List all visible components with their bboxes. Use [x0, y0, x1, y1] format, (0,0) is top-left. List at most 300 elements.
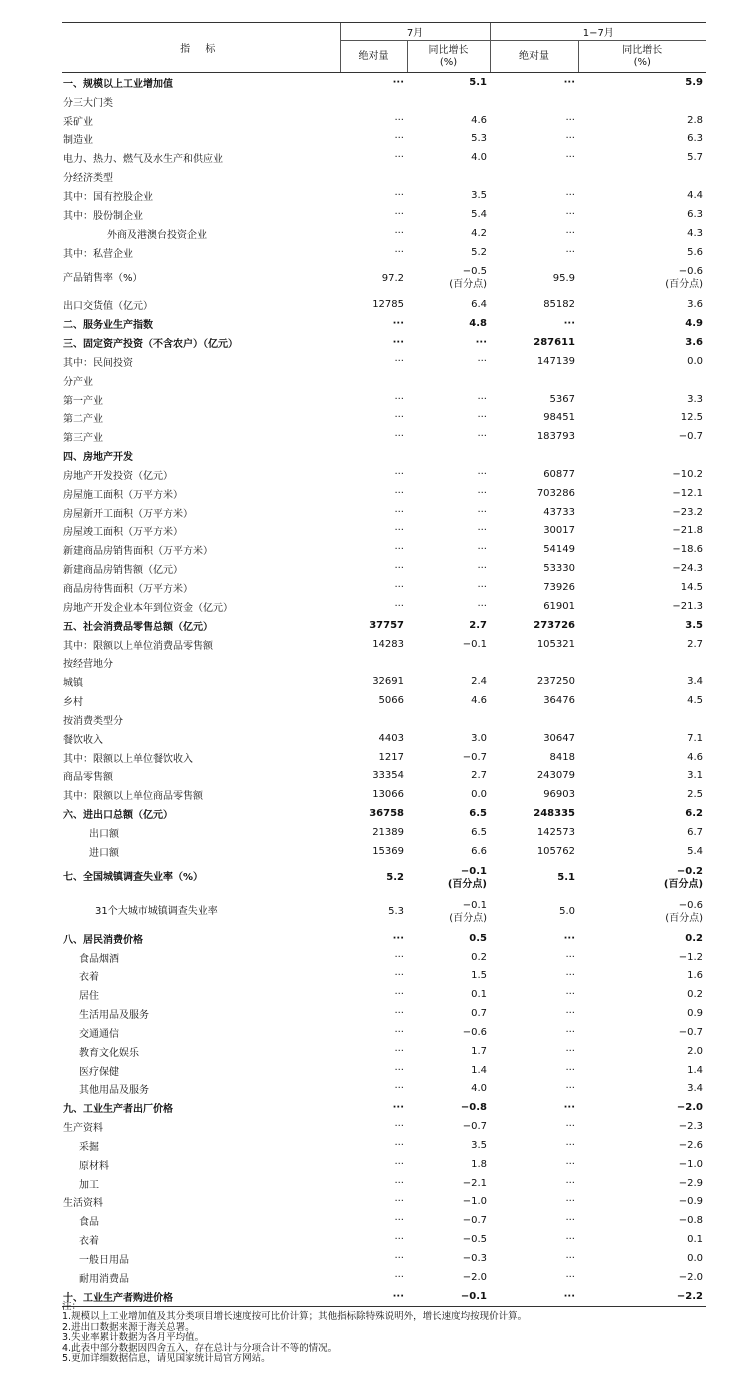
row-label: 其他用品及服务	[79, 1085, 149, 1097]
table-row	[62, 1136, 706, 1155]
cell-month-abs: 14283	[372, 638, 404, 650]
cell-month-abs	[340, 653, 407, 672]
table-row	[62, 948, 706, 967]
row-label: 分产业	[63, 376, 93, 388]
table-row	[62, 966, 706, 985]
cell-month-yoy: −0.1	[407, 1287, 490, 1306]
table-row	[62, 484, 706, 503]
cell-ytd-abs: ···	[565, 1064, 575, 1076]
cell-ytd-yoy: 14.5	[680, 582, 704, 594]
cell-month-abs: ···	[392, 1102, 404, 1114]
cell-ytd-abs: 5.0	[559, 906, 575, 918]
value-text: −0.2	[676, 865, 704, 877]
cell-month-yoy: 6.6	[471, 845, 487, 857]
cell-month-abs: ···	[394, 1083, 404, 1095]
cell-ytd-yoy: 7.1	[687, 732, 704, 744]
cell-month-yoy: 2.4	[471, 676, 487, 688]
cell-ytd-yoy	[578, 861, 706, 895]
row-label: 乡村	[63, 697, 83, 709]
row-label: 衣着	[79, 972, 99, 984]
table-row	[62, 352, 706, 371]
cell-month-abs: ···	[340, 1287, 407, 1306]
cell-ytd-yoy: 3.5	[685, 619, 704, 631]
row-label: 房地产开发企业本年到位资金（亿元）	[63, 602, 233, 614]
cell-ytd-yoy: 2.0	[687, 1045, 704, 1057]
cell-month-yoy: ···	[477, 582, 487, 594]
statistics-table	[62, 22, 706, 1307]
cell-ytd-yoy: 0.9	[687, 1008, 704, 1020]
header-yoy-ytd	[578, 41, 706, 73]
row-label: 八、居民消费价格	[63, 934, 143, 946]
row-label: 房屋新开工面积（万平方米）	[63, 508, 193, 520]
header-abs-ytd: 绝对量	[490, 41, 578, 73]
cell-month-abs: ···	[394, 989, 404, 1001]
cell-ytd-yoy: −2.0	[678, 1271, 704, 1283]
cell-ytd-yoy: −1.2	[678, 951, 704, 963]
cell-ytd-yoy: −24.3	[672, 563, 704, 575]
row-label: 九、工业生产者出厂价格	[63, 1104, 173, 1116]
cell-ytd-abs: ···	[565, 951, 575, 963]
table-row	[62, 73, 706, 92]
table-row	[62, 672, 706, 691]
row-label: 医疗保健	[79, 1066, 119, 1078]
cell-month-abs: 97.2	[381, 272, 404, 284]
cell-month-abs: ···	[394, 525, 404, 537]
table-row	[62, 1174, 706, 1193]
cell-ytd-yoy: 2.7	[687, 638, 704, 650]
cell-ytd-abs: 54149	[543, 544, 575, 556]
row-label: 分三大门类	[63, 97, 113, 109]
cell-ytd-yoy: 5.6	[687, 246, 704, 258]
cell-ytd-abs: 73926	[543, 582, 575, 594]
cell-ytd-yoy	[578, 710, 706, 729]
cell-ytd-abs	[490, 371, 578, 390]
cell-ytd-abs: 30017	[543, 525, 575, 537]
cell-month-yoy	[407, 895, 490, 929]
cell-month-yoy: ···	[477, 393, 487, 405]
row-label: 其中：限额以上单位消费品零售额	[63, 640, 213, 652]
row-label: 外商及港澳台投资企业	[107, 229, 207, 241]
cell-month-yoy: 3.5	[471, 1139, 487, 1151]
cell-ytd-abs: ···	[565, 1177, 575, 1189]
cell-month-yoy: 4.8	[469, 318, 487, 330]
cell-ytd-abs: ···	[490, 1287, 578, 1306]
cell-ytd-abs: ···	[565, 208, 575, 220]
row-label: 一般日用品	[79, 1255, 129, 1267]
cell-ytd-abs: 237250	[536, 676, 575, 688]
cell-month-yoy	[407, 446, 490, 465]
cell-month-yoy: 5.2	[471, 246, 487, 258]
row-label: 其中：私营企业	[63, 248, 133, 260]
cell-month-yoy: ···	[477, 468, 487, 480]
cell-ytd-abs: ···	[565, 989, 575, 1001]
cell-ytd-yoy: 0.1	[687, 1234, 704, 1246]
table-row	[62, 148, 706, 167]
header-period-month: 7月	[340, 23, 490, 41]
header-yoy-unit: (%)	[633, 56, 651, 68]
table-row	[62, 295, 706, 314]
cell-ytd-yoy: 2.5	[687, 789, 704, 801]
cell-ytd-yoy: 3.4	[687, 676, 704, 688]
cell-month-abs: ···	[392, 76, 404, 88]
cell-ytd-yoy	[578, 92, 706, 111]
row-label: 原材料	[79, 1160, 109, 1172]
cell-ytd-abs: ···	[563, 932, 575, 944]
table-row	[62, 710, 706, 729]
cell-month-yoy: ···	[475, 337, 487, 349]
cell-month-abs: 15369	[372, 845, 404, 857]
table-row	[62, 1249, 706, 1268]
cell-ytd-abs: ···	[565, 1083, 575, 1095]
cell-month-yoy: ···	[477, 487, 487, 499]
cell-month-abs: ···	[394, 468, 404, 480]
row-label: 商品零售额	[63, 772, 113, 784]
row-label: 分经济类型	[63, 173, 113, 185]
unit-percentage-point: (百分点)	[665, 279, 704, 291]
cell-ytd-yoy: −0.9	[678, 1196, 704, 1208]
cell-ytd-yoy: −0.7	[678, 1026, 704, 1038]
cell-month-abs: 1217	[378, 751, 404, 763]
cell-month-abs: 12785	[372, 299, 404, 311]
cell-month-abs: 5066	[378, 695, 404, 707]
row-label: 十、工业生产者购进价格	[62, 1287, 340, 1306]
cell-ytd-yoy: 4.4	[687, 189, 704, 201]
cell-month-yoy: 6.5	[469, 808, 487, 820]
cell-ytd-yoy: −2.0	[676, 1102, 704, 1114]
row-label: 房屋施工面积（万平方米）	[63, 489, 183, 501]
cell-ytd-yoy: −1.0	[678, 1158, 704, 1170]
row-label: 交通通信	[79, 1028, 119, 1040]
cell-ytd-abs: 183793	[536, 431, 575, 443]
row-label: 居住	[79, 991, 99, 1003]
cell-month-yoy: 2.7	[469, 619, 487, 631]
row-label: 进口额	[89, 847, 119, 859]
cell-ytd-abs: 5367	[549, 393, 575, 405]
cell-ytd-abs: 61901	[543, 600, 575, 612]
cell-month-abs: ···	[394, 506, 404, 518]
cell-month-abs: ···	[394, 563, 404, 575]
cell-ytd-yoy: −12.1	[672, 487, 704, 499]
table-row	[62, 1042, 706, 1061]
row-label: 出口交货值（亿元）	[63, 301, 153, 313]
row-label: 衣着	[79, 1236, 99, 1248]
cell-ytd-yoy: 3.6	[687, 299, 704, 311]
cell-month-abs: ···	[394, 1177, 404, 1189]
cell-month-yoy	[407, 861, 490, 895]
cell-month-yoy: ···	[477, 412, 487, 424]
cell-month-abs: ···	[394, 189, 404, 201]
cell-ytd-yoy: −2.3	[678, 1121, 704, 1133]
row-label: 其中：限额以上单位商品零售额	[63, 791, 203, 803]
cell-month-abs: ···	[394, 582, 404, 594]
cell-ytd-yoy	[578, 167, 706, 186]
cell-ytd-yoy: 4.3	[687, 227, 704, 239]
row-label: 食品烟酒	[79, 953, 119, 965]
cell-month-yoy: 6.5	[471, 826, 487, 838]
table-row	[62, 371, 706, 390]
cell-month-yoy	[407, 371, 490, 390]
cell-month-yoy: ···	[477, 563, 487, 575]
cell-ytd-yoy: −10.2	[672, 468, 704, 480]
cell-month-abs: 13066	[372, 789, 404, 801]
table-row	[62, 1098, 706, 1117]
cell-month-yoy: −0.7	[462, 1121, 487, 1133]
footnote-line: 1.规模以上工业增加值及其分类项目增长速度按可比价计算；其他指标除特殊说明外，增长速度均按现价计算。	[62, 1311, 528, 1323]
cell-month-yoy: −2.1	[462, 1177, 487, 1189]
row-label: 产品销售率（%）	[63, 272, 143, 284]
table-row	[62, 261, 706, 295]
cell-month-abs: ···	[394, 227, 404, 239]
table-row	[62, 1211, 706, 1230]
table-row	[62, 1193, 706, 1212]
cell-ytd-abs: 95.9	[552, 272, 575, 284]
table-row	[62, 785, 706, 804]
cell-month-yoy: ···	[477, 355, 487, 367]
row-label: 31个大城市城镇调查失业率	[95, 906, 218, 918]
cell-ytd-yoy: 1.4	[687, 1064, 704, 1076]
cell-ytd-abs: ···	[565, 970, 575, 982]
cell-month-abs: ···	[394, 133, 404, 145]
header-yoy-unit: (%)	[439, 56, 458, 68]
cell-ytd-yoy: −18.6	[672, 544, 704, 556]
cell-month-abs: ···	[394, 393, 404, 405]
cell-ytd-yoy: 0.2	[685, 932, 704, 944]
table-row	[62, 861, 706, 895]
row-label: 其中：民间投资	[63, 357, 133, 369]
row-label: 七、全国城镇调查失业率（%）	[63, 872, 204, 884]
cell-month-yoy: 1.4	[471, 1064, 487, 1076]
cell-month-abs	[340, 167, 407, 186]
cell-ytd-yoy: 6.2	[685, 808, 704, 820]
cell-ytd-yoy: 1.6	[687, 970, 704, 982]
cell-month-abs: ···	[394, 1253, 404, 1265]
data-table	[62, 22, 706, 1307]
cell-month-yoy: −0.5	[462, 1234, 487, 1246]
table-row	[62, 409, 706, 428]
cell-ytd-abs: 147139	[536, 355, 575, 367]
value-text: −0.1	[460, 865, 487, 877]
row-label: 教育文化娱乐	[79, 1047, 139, 1059]
cell-month-abs: ···	[394, 1215, 404, 1227]
cell-month-yoy: −0.3	[462, 1253, 487, 1265]
row-label: 其中：国有控股企业	[63, 191, 153, 203]
cell-month-abs: ···	[394, 1064, 404, 1076]
cell-month-yoy	[407, 653, 490, 672]
table-row	[62, 804, 706, 823]
cell-month-abs: ···	[394, 1271, 404, 1283]
unit-percentage-point: (百分点)	[665, 912, 704, 924]
cell-ytd-yoy	[578, 653, 706, 672]
cell-month-abs: ···	[394, 544, 404, 556]
row-label: 一、规模以上工业增加值	[63, 78, 173, 90]
row-label: 餐饮收入	[63, 734, 103, 746]
cell-ytd-yoy: 6.3	[687, 133, 704, 145]
cell-ytd-abs: ···	[563, 318, 575, 330]
row-label: 制造业	[63, 135, 93, 147]
cell-ytd-abs: 30647	[543, 732, 575, 744]
row-label: 加工	[79, 1179, 99, 1191]
cell-month-abs: 4403	[378, 732, 404, 744]
cell-month-abs: ···	[392, 337, 404, 349]
row-label: 其中：限额以上单位餐饮收入	[63, 753, 193, 765]
cell-ytd-abs: ···	[565, 114, 575, 126]
table-row	[62, 1080, 706, 1099]
cell-ytd-yoy: 0.0	[687, 1253, 704, 1265]
cell-ytd-abs: ···	[565, 1253, 575, 1265]
cell-month-abs	[340, 710, 407, 729]
row-label: 电力、热力、燃气及水生产和供应业	[63, 154, 223, 166]
cell-ytd-abs: 243079	[536, 770, 575, 782]
cell-month-abs: ···	[394, 1045, 404, 1057]
cell-month-yoy: 0.0	[471, 789, 487, 801]
header-abs-month: 绝对量	[340, 41, 407, 73]
cell-month-yoy: ···	[477, 600, 487, 612]
header-period-ytd: 1−7月	[490, 23, 706, 41]
table-row	[62, 635, 706, 654]
cell-month-yoy: 4.2	[471, 227, 487, 239]
value-text: −0.1	[462, 899, 487, 911]
cell-ytd-yoy: 3.3	[687, 393, 704, 405]
table-row	[62, 1023, 706, 1042]
cell-ytd-abs: ···	[565, 1215, 575, 1227]
row-label: 新建商品房销售额（亿元）	[63, 565, 183, 577]
cell-month-yoy: 4.6	[471, 114, 487, 126]
cell-ytd-yoy: 5.9	[685, 76, 704, 88]
cell-ytd-yoy: 3.1	[687, 770, 704, 782]
table-row	[62, 691, 706, 710]
table-row	[62, 1061, 706, 1080]
cell-ytd-yoy: 3.6	[685, 337, 704, 349]
cell-ytd-abs: ···	[565, 1026, 575, 1038]
table-row	[62, 1230, 706, 1249]
row-label: 第二产业	[63, 414, 103, 426]
table-row	[62, 1004, 706, 1023]
cell-month-yoy: 5.4	[471, 208, 487, 220]
cell-month-yoy: 6.4	[471, 299, 487, 311]
cell-ytd-yoy: −2.2	[578, 1287, 706, 1306]
value-text: −0.6	[678, 899, 704, 911]
row-label: 食品	[79, 1217, 99, 1229]
header-yoy-text: 同比增长	[428, 44, 469, 56]
cell-month-yoy: 5.1	[469, 76, 487, 88]
footnote-line: 4.此表中部分数据因四舍五入，存在总计与分项合计不等的情况。	[62, 1342, 338, 1354]
table-row	[62, 186, 706, 205]
cell-ytd-abs: ···	[563, 76, 575, 88]
table-row	[62, 390, 706, 409]
table-row	[62, 842, 706, 861]
cell-ytd-abs: ···	[565, 133, 575, 145]
cell-month-abs: ···	[394, 114, 404, 126]
table-row	[62, 111, 706, 130]
table-row	[62, 1117, 706, 1136]
cell-ytd-abs	[490, 167, 578, 186]
cell-ytd-yoy: 4.5	[687, 695, 704, 707]
cell-month-yoy: 4.0	[471, 152, 487, 164]
cell-month-yoy: 3.0	[471, 732, 487, 744]
table-row	[62, 748, 706, 767]
cell-ytd-abs: ···	[565, 246, 575, 258]
cell-month-yoy: −2.0	[462, 1271, 487, 1283]
cell-ytd-abs: ···	[565, 1008, 575, 1020]
cell-ytd-abs: 703286	[536, 487, 575, 499]
cell-month-yoy: 4.6	[471, 695, 487, 707]
cell-ytd-abs: ···	[563, 1102, 575, 1114]
cell-month-yoy	[407, 167, 490, 186]
cell-ytd-abs: 105321	[536, 638, 575, 650]
row-label: 第一产业	[63, 395, 103, 407]
cell-month-yoy	[407, 710, 490, 729]
row-label: 生活资料	[63, 1198, 103, 1210]
cell-ytd-abs: ···	[565, 1196, 575, 1208]
cell-month-abs: ···	[394, 1026, 404, 1038]
cell-ytd-abs: ···	[565, 189, 575, 201]
cell-month-yoy: 1.8	[471, 1158, 487, 1170]
footnote-line: 2.进出口数据来源于海关总署。	[62, 1321, 195, 1333]
table-row	[62, 130, 706, 149]
cell-ytd-abs	[490, 710, 578, 729]
row-label: 按消费类型分	[63, 715, 123, 727]
table-row	[62, 985, 706, 1004]
cell-month-yoy: −0.8	[460, 1102, 487, 1114]
row-label: 五、社会消费品零售总额（亿元）	[63, 621, 213, 633]
cell-month-yoy: 3.5	[471, 189, 487, 201]
cell-ytd-abs: ···	[565, 1234, 575, 1246]
cell-month-abs: ···	[394, 970, 404, 982]
cell-month-abs: 5.3	[388, 906, 404, 918]
cell-month-yoy: −0.7	[462, 751, 487, 763]
footnotes	[62, 1302, 742, 1364]
table-row	[62, 314, 706, 333]
row-label: 采矿业	[63, 116, 93, 128]
cell-month-yoy: 5.3	[471, 133, 487, 145]
cell-ytd-abs: 273726	[533, 619, 575, 631]
cell-month-yoy: 2.7	[471, 770, 487, 782]
table-row	[62, 540, 706, 559]
cell-month-abs: 5.2	[386, 872, 404, 884]
cell-month-yoy: 4.0	[471, 1083, 487, 1095]
header-yoy-month	[407, 41, 490, 73]
table-row	[62, 578, 706, 597]
table-row	[62, 465, 706, 484]
table-row	[62, 559, 706, 578]
cell-month-abs: ···	[394, 1121, 404, 1133]
cell-ytd-yoy: −21.3	[672, 600, 704, 612]
unit-percentage-point: (百分点)	[449, 279, 487, 291]
cell-ytd-yoy: 3.4	[687, 1083, 704, 1095]
table-row	[62, 767, 706, 786]
cell-ytd-abs: 60877	[543, 468, 575, 480]
table-row	[62, 522, 706, 541]
table-row	[62, 92, 706, 111]
cell-ytd-abs: ···	[565, 152, 575, 164]
cell-month-abs: ···	[394, 1196, 404, 1208]
row-label: 新建商品房销售面积（万平方米）	[63, 546, 213, 558]
table-row	[62, 1155, 706, 1174]
cell-month-yoy: −0.7	[462, 1215, 487, 1227]
cell-month-abs	[340, 371, 407, 390]
table-row	[62, 1268, 706, 1287]
cell-month-abs: ···	[394, 487, 404, 499]
cell-month-abs: ···	[392, 932, 404, 944]
cell-ytd-abs: 105762	[536, 845, 575, 857]
cell-ytd-abs: ···	[565, 1271, 575, 1283]
row-label: 四、房地产开发	[63, 452, 133, 464]
cell-month-yoy: 0.2	[471, 951, 487, 963]
cell-ytd-abs: 248335	[533, 808, 575, 820]
cell-month-yoy: 0.1	[471, 989, 487, 1001]
cell-month-abs: 21389	[372, 826, 404, 838]
cell-ytd-yoy: 0.2	[687, 989, 704, 1001]
